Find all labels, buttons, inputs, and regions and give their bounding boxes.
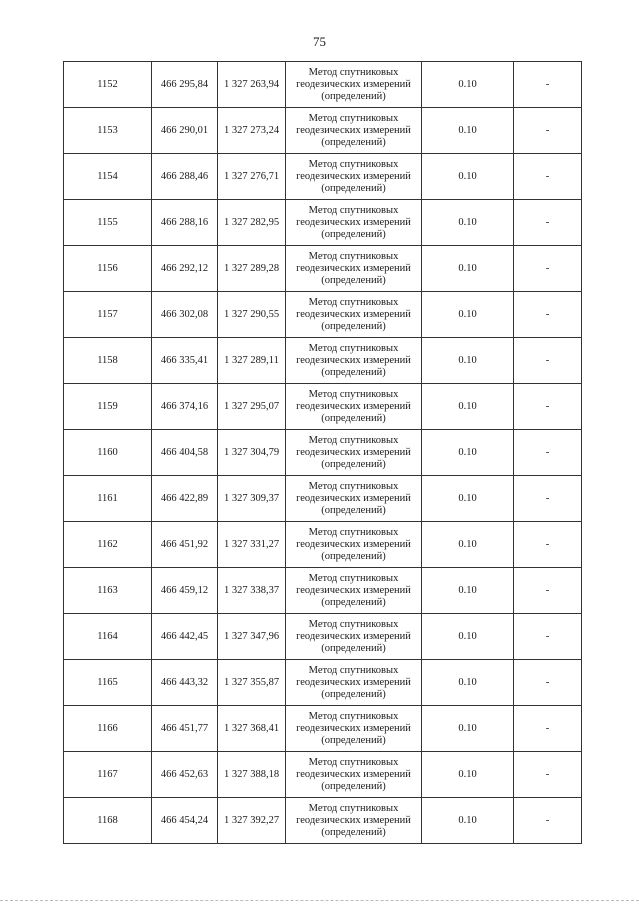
method-cell [286, 476, 422, 522]
method-line: (определений) [321, 274, 386, 286]
coordinate-x-cell: 466 374,16 [152, 384, 218, 430]
method-line: Метод спутниковых [308, 112, 399, 124]
method-line: геодезических измерений [296, 170, 411, 182]
table-row [64, 154, 582, 200]
accuracy-cell: 0.10 [422, 752, 514, 798]
method-line: (определений) [321, 320, 386, 332]
coordinate-y-cell: 1 327 304,79 [218, 430, 286, 476]
accuracy-cell: 0.10 [422, 246, 514, 292]
coordinate-y-cell: 1 327 276,71 [218, 154, 286, 200]
method-line: (определений) [321, 642, 386, 654]
accuracy-cell: 0.10 [422, 522, 514, 568]
table-row [64, 292, 582, 338]
method-line: Метод спутниковых [308, 572, 399, 584]
method-line: Метод спутниковых [308, 618, 399, 630]
page-number: 75 [313, 34, 326, 49]
accuracy-cell: 0.10 [422, 292, 514, 338]
method-line: (определений) [321, 228, 386, 240]
point-number-cell: 1155 [64, 200, 152, 246]
accuracy-cell: 0.10 [422, 200, 514, 246]
method-line: геодезических измерений [296, 400, 411, 412]
extra-cell: - [514, 522, 582, 568]
coordinate-x-cell: 466 288,46 [152, 154, 218, 200]
point-number-cell: 1152 [64, 62, 152, 108]
coordinate-x-cell: 466 295,84 [152, 62, 218, 108]
table-row [64, 200, 582, 246]
method-line: (определений) [321, 458, 386, 470]
method-line: геодезических измерений [296, 446, 411, 458]
point-number-cell: 1164 [64, 614, 152, 660]
table-row [64, 476, 582, 522]
extra-cell: - [514, 568, 582, 614]
point-number-cell: 1165 [64, 660, 152, 706]
method-cell [286, 614, 422, 660]
coordinate-x-cell: 466 442,45 [152, 614, 218, 660]
accuracy-cell: 0.10 [422, 108, 514, 154]
coordinate-y-cell: 1 327 355,87 [218, 660, 286, 706]
table-row [64, 706, 582, 752]
accuracy-cell: 0.10 [422, 660, 514, 706]
extra-cell: - [514, 660, 582, 706]
method-line: геодезических измерений [296, 308, 411, 320]
extra-cell: - [514, 614, 582, 660]
method-cell [286, 246, 422, 292]
method-line: (определений) [321, 136, 386, 148]
method-line: геодезических измерений [296, 722, 411, 734]
method-line: (определений) [321, 90, 386, 102]
coordinate-y-cell: 1 327 282,95 [218, 200, 286, 246]
method-line: Метод спутниковых [308, 526, 399, 538]
point-number-cell: 1156 [64, 246, 152, 292]
point-number-cell: 1168 [64, 798, 152, 844]
coordinate-x-cell: 466 451,77 [152, 706, 218, 752]
accuracy-cell: 0.10 [422, 614, 514, 660]
method-line: геодезических измерений [296, 262, 411, 274]
extra-cell: - [514, 798, 582, 844]
coordinate-y-cell: 1 327 388,18 [218, 752, 286, 798]
method-line: Метод спутниковых [308, 480, 399, 492]
coordinate-y-cell: 1 327 347,96 [218, 614, 286, 660]
method-line: (определений) [321, 182, 386, 194]
method-line: Метод спутниковых [308, 710, 399, 722]
coordinate-y-cell: 1 327 368,41 [218, 706, 286, 752]
coordinate-y-cell: 1 327 392,27 [218, 798, 286, 844]
coordinate-x-cell: 466 292,12 [152, 246, 218, 292]
coordinate-y-cell: 1 327 331,27 [218, 522, 286, 568]
method-cell [286, 752, 422, 798]
accuracy-cell: 0.10 [422, 476, 514, 522]
coordinate-x-cell: 466 404,58 [152, 430, 218, 476]
extra-cell: - [514, 292, 582, 338]
method-line: Метод спутниковых [308, 204, 399, 216]
extra-cell: - [514, 430, 582, 476]
method-line: Метод спутниковых [308, 66, 399, 78]
table-row [64, 384, 582, 430]
coordinate-y-cell: 1 327 295,07 [218, 384, 286, 430]
coordinate-x-cell: 466 290,01 [152, 108, 218, 154]
coordinate-x-cell: 466 302,08 [152, 292, 218, 338]
accuracy-cell: 0.10 [422, 798, 514, 844]
method-line: (определений) [321, 780, 386, 792]
extra-cell: - [514, 706, 582, 752]
coordinates-table-body [64, 62, 582, 844]
point-number-cell: 1153 [64, 108, 152, 154]
accuracy-cell: 0.10 [422, 154, 514, 200]
method-cell [286, 430, 422, 476]
extra-cell: - [514, 108, 582, 154]
coordinate-y-cell: 1 327 289,28 [218, 246, 286, 292]
accuracy-cell: 0.10 [422, 62, 514, 108]
coordinate-y-cell: 1 327 289,11 [218, 338, 286, 384]
method-cell [286, 62, 422, 108]
point-number-cell: 1166 [64, 706, 152, 752]
coordinate-x-cell: 466 454,24 [152, 798, 218, 844]
accuracy-cell: 0.10 [422, 430, 514, 476]
extra-cell: - [514, 154, 582, 200]
table-row [64, 798, 582, 844]
method-line: (определений) [321, 366, 386, 378]
method-line: (определений) [321, 550, 386, 562]
method-line: (определений) [321, 596, 386, 608]
method-line: (определений) [321, 412, 386, 424]
method-cell [286, 108, 422, 154]
method-cell [286, 522, 422, 568]
accuracy-cell: 0.10 [422, 568, 514, 614]
method-line: геодезических измерений [296, 768, 411, 780]
coordinate-x-cell: 466 459,12 [152, 568, 218, 614]
coordinate-x-cell: 466 443,32 [152, 660, 218, 706]
table-row [64, 338, 582, 384]
coordinate-x-cell: 466 452,63 [152, 752, 218, 798]
method-line: Метод спутниковых [308, 296, 399, 308]
method-line: (определений) [321, 734, 386, 746]
point-number-cell: 1160 [64, 430, 152, 476]
point-number-cell: 1157 [64, 292, 152, 338]
point-number-cell: 1167 [64, 752, 152, 798]
coordinate-x-cell: 466 335,41 [152, 338, 218, 384]
extra-cell: - [514, 200, 582, 246]
extra-cell: - [514, 752, 582, 798]
coordinate-x-cell: 466 288,16 [152, 200, 218, 246]
coordinates-table [63, 61, 582, 844]
accuracy-cell: 0.10 [422, 384, 514, 430]
coordinate-x-cell: 466 451,92 [152, 522, 218, 568]
method-line: Метод спутниковых [308, 664, 399, 676]
table-row [64, 522, 582, 568]
extra-cell: - [514, 338, 582, 384]
method-cell [286, 200, 422, 246]
extra-cell: - [514, 62, 582, 108]
method-line: геодезических измерений [296, 538, 411, 550]
method-line: геодезических измерений [296, 216, 411, 228]
method-cell [286, 706, 422, 752]
point-number-cell: 1163 [64, 568, 152, 614]
table-row [64, 660, 582, 706]
method-line: геодезических измерений [296, 492, 411, 504]
extra-cell: - [514, 384, 582, 430]
point-number-cell: 1161 [64, 476, 152, 522]
method-cell [286, 660, 422, 706]
table-row [64, 568, 582, 614]
method-line: геодезических измерений [296, 78, 411, 90]
coordinate-y-cell: 1 327 263,94 [218, 62, 286, 108]
method-line: (определений) [321, 826, 386, 838]
method-line: геодезических измерений [296, 630, 411, 642]
method-line: Метод спутниковых [308, 388, 399, 400]
accuracy-cell: 0.10 [422, 706, 514, 752]
method-line: геодезических измерений [296, 124, 411, 136]
point-number-cell: 1159 [64, 384, 152, 430]
coordinate-y-cell: 1 327 290,55 [218, 292, 286, 338]
extra-cell: - [514, 246, 582, 292]
method-cell [286, 384, 422, 430]
point-number-cell: 1162 [64, 522, 152, 568]
point-number-cell: 1158 [64, 338, 152, 384]
method-line: Метод спутниковых [308, 434, 399, 446]
table-row [64, 246, 582, 292]
point-number-cell: 1154 [64, 154, 152, 200]
method-line: Метод спутниковых [308, 756, 399, 768]
method-line: геодезических измерений [296, 584, 411, 596]
method-line: Метод спутниковых [308, 158, 399, 170]
coordinate-y-cell: 1 327 273,24 [218, 108, 286, 154]
method-line: геодезических измерений [296, 814, 411, 826]
table-row [64, 614, 582, 660]
method-cell [286, 568, 422, 614]
method-line: (определений) [321, 688, 386, 700]
coordinate-x-cell: 466 422,89 [152, 476, 218, 522]
method-line: (определений) [321, 504, 386, 516]
method-cell [286, 154, 422, 200]
footer-rule [0, 900, 639, 902]
method-cell [286, 338, 422, 384]
method-line: Метод спутниковых [308, 342, 399, 354]
method-line: геодезических измерений [296, 676, 411, 688]
accuracy-cell: 0.10 [422, 338, 514, 384]
table-row [64, 108, 582, 154]
coordinate-y-cell: 1 327 338,37 [218, 568, 286, 614]
extra-cell: - [514, 476, 582, 522]
table-row [64, 752, 582, 798]
method-cell [286, 798, 422, 844]
method-line: Метод спутниковых [308, 802, 399, 814]
method-cell [286, 292, 422, 338]
table-row [64, 430, 582, 476]
coordinate-y-cell: 1 327 309,37 [218, 476, 286, 522]
method-line: Метод спутниковых [308, 250, 399, 262]
table-row [64, 62, 582, 108]
method-line: геодезических измерений [296, 354, 411, 366]
